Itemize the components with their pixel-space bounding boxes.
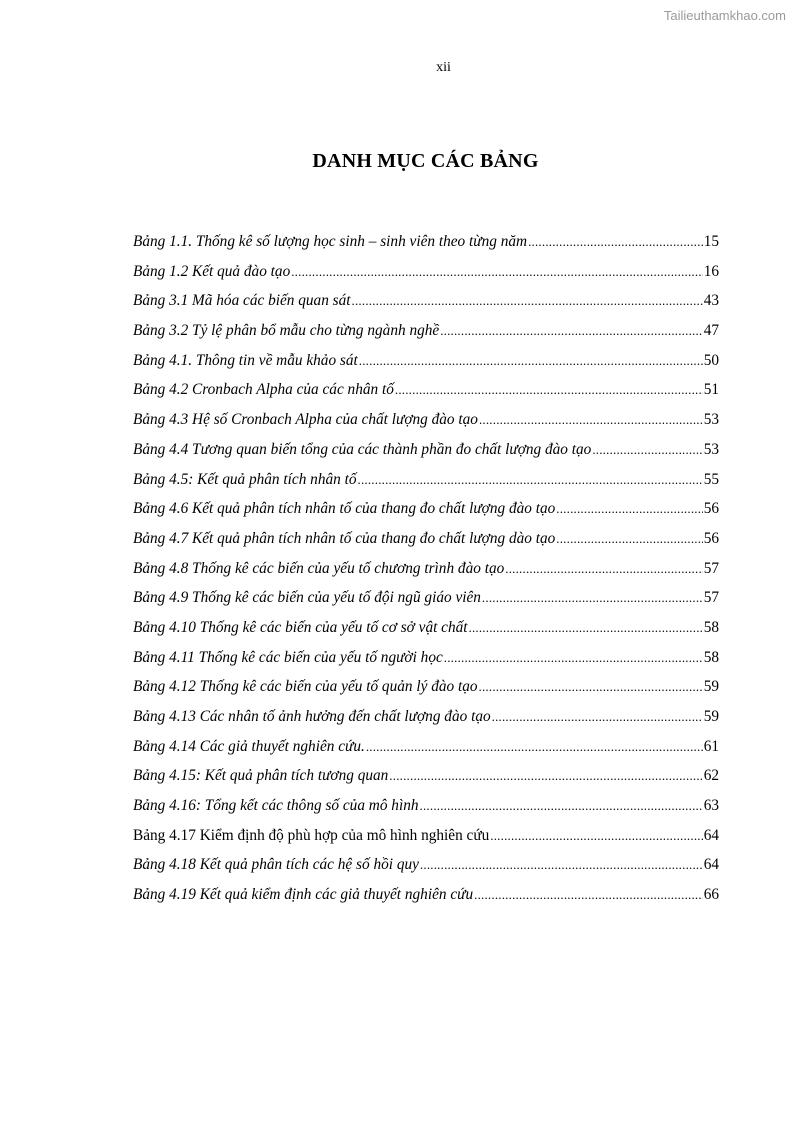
- toc-entry[interactable]: [133, 352, 719, 382]
- toc-entry-label: Bảng 4.16: Tổng kết các thông số của mô hình: [133, 797, 419, 815]
- toc-entry[interactable]: [133, 263, 719, 293]
- toc-dot-leader: [528, 234, 703, 250]
- toc-entry-page-number: 61: [703, 737, 719, 755]
- toc-dot-leader: [479, 412, 703, 428]
- toc-entry[interactable]: [133, 589, 719, 619]
- toc-entry-page-number: 53: [703, 440, 719, 458]
- toc-entry-label: Bảng 4.11 Thống kê các biến của yếu tố người học: [133, 648, 443, 666]
- toc-dot-leader: [420, 857, 703, 873]
- toc-entry-page-number: 50: [703, 351, 719, 369]
- toc-entry[interactable]: [133, 767, 719, 797]
- toc-entry[interactable]: [133, 738, 719, 768]
- toc-entry[interactable]: [133, 411, 719, 441]
- toc-entry-page-number: 59: [703, 678, 719, 696]
- toc-entry-page-number: 55: [703, 470, 719, 488]
- toc-dot-leader: [505, 561, 702, 577]
- toc-entry-page-number: 57: [703, 589, 719, 607]
- toc-dot-leader: [490, 828, 702, 844]
- toc-entry[interactable]: [133, 441, 719, 471]
- toc-entry[interactable]: [133, 708, 719, 738]
- toc-entry-label: Bảng 4.7 Kết quả phân tích nhân tố của thang đo chất lượng dào tạo: [133, 529, 556, 547]
- toc-entry-page-number: 51: [703, 381, 719, 399]
- toc-entry-label: Bảng 4.1. Thông tin về mẫu khảo sát: [133, 351, 358, 369]
- toc-dot-leader: [358, 472, 703, 488]
- toc-dot-leader: [479, 679, 703, 695]
- toc-dot-leader: [389, 768, 702, 784]
- toc-dot-leader: [474, 887, 703, 903]
- toc-entry-page-number: 47: [703, 322, 719, 340]
- toc-entry-page-number: 63: [703, 797, 719, 815]
- toc-entry-label: Bảng 4.18 Kết quả phân tích các hệ số hồi quy: [133, 856, 419, 874]
- toc-dot-leader: [592, 442, 702, 458]
- toc-dot-leader: [291, 264, 702, 280]
- toc-entry[interactable]: [133, 471, 719, 501]
- toc-entry-label: Bảng 4.12 Thống kê các biến của yếu tố quản lý đào tạo: [133, 678, 478, 696]
- toc-entry-label: Bảng 4.19 Kết quả kiểm định các giả thuyết nghiên cứu: [133, 886, 474, 904]
- table-of-contents-list: [133, 233, 719, 916]
- toc-dot-leader: [440, 323, 703, 339]
- toc-entry[interactable]: [133, 292, 719, 322]
- toc-entry-label: Bảng 4.8 Thống kê các biến của yếu tố chương trình đào tạo: [133, 559, 505, 577]
- toc-entry-label: Bảng 3.2 Tỷ lệ phân bổ mẫu cho từng ngành nghề: [133, 322, 440, 340]
- toc-entry[interactable]: [133, 678, 719, 708]
- toc-entry-page-number: 56: [703, 500, 719, 518]
- toc-dot-leader: [556, 501, 702, 517]
- toc-dot-leader: [352, 293, 703, 309]
- toc-entry-page-number: 16: [703, 262, 719, 280]
- toc-entry-label: Bảng 4.4 Tương quan biến tổng của các thành phần đo chất lượng đào tạo: [133, 440, 592, 458]
- toc-entry-label: Bảng 4.2 Cronbach Alpha của các nhân tố: [133, 381, 394, 399]
- toc-dot-leader: [366, 739, 703, 755]
- toc-dot-leader: [420, 798, 703, 814]
- toc-entry-page-number: 64: [703, 856, 719, 874]
- page-title: DANH MỤC CÁC BẢNG: [312, 150, 539, 172]
- toc-entry-page-number: 62: [703, 767, 719, 785]
- toc-entry[interactable]: [133, 560, 719, 590]
- toc-entry[interactable]: [133, 530, 719, 560]
- toc-entry-label: Bảng 4.15: Kết quả phân tích tương quan: [133, 767, 389, 785]
- toc-dot-leader: [492, 709, 703, 725]
- toc-entry-page-number: 56: [703, 529, 719, 547]
- toc-entry[interactable]: [133, 649, 719, 679]
- page-number: xii: [436, 60, 451, 75]
- toc-entry-page-number: 57: [703, 559, 719, 577]
- toc-entry-label: Bảng 4.6 Kết quả phân tích nhân tố của thang đo chất lượng đào tạo: [133, 500, 556, 518]
- toc-entry-label: Bảng 4.13 Các nhân tố ảnh hưởng đến chất lượng đào tạo: [133, 708, 491, 725]
- toc-entry-label: Bảng 4.3 Hệ số Cronbach Alpha của chất lượng đào tạo: [133, 411, 478, 429]
- toc-entry-label: Bảng 4.14 Các giả thuyết nghiên cứu.: [133, 737, 365, 755]
- toc-entry[interactable]: [133, 322, 719, 352]
- toc-entry-page-number: 58: [703, 618, 719, 636]
- toc-entry[interactable]: [133, 886, 719, 916]
- toc-entry-label: Bảng 4.9 Thống kê các biến của yếu tố đội ngũ giáo viên: [133, 589, 481, 607]
- toc-entry-page-number: 15: [703, 233, 719, 250]
- toc-entry[interactable]: [133, 233, 719, 263]
- toc-entry-page-number: 59: [703, 708, 719, 725]
- toc-dot-leader: [482, 590, 703, 606]
- toc-dot-leader: [444, 650, 703, 666]
- toc-dot-leader: [395, 382, 703, 398]
- toc-entry[interactable]: [133, 381, 719, 411]
- toc-entry-label: Bảng 1.1. Thống kê số lượng học sinh – sinh viên theo từng năm: [133, 233, 528, 250]
- toc-entry-label: Bảng 3.1 Mã hóa các biến quan sát: [133, 292, 351, 310]
- toc-entry-page-number: 64: [703, 826, 719, 844]
- toc-entry[interactable]: [133, 856, 719, 886]
- toc-entry-label: Bảng 4.5: Kết quả phân tích nhân tố: [133, 470, 357, 488]
- toc-entry[interactable]: [133, 619, 719, 649]
- toc-entry[interactable]: [133, 827, 719, 857]
- toc-dot-leader: [469, 620, 703, 636]
- watermark-text: Tailieuthamkhao.com: [663, 8, 786, 23]
- toc-entry-page-number: 53: [703, 411, 719, 429]
- toc-entry[interactable]: [133, 500, 719, 530]
- toc-entry-label: Bảng 4.17 Kiểm định độ phù hợp của mô hình nghiên cứu: [133, 826, 490, 844]
- toc-entry[interactable]: [133, 797, 719, 827]
- toc-entry-page-number: 66: [703, 886, 719, 904]
- toc-entry-label: Bảng 4.10 Thống kê các biến của yếu tố cơ sở vật chất: [133, 618, 468, 636]
- toc-dot-leader: [556, 531, 702, 547]
- toc-entry-page-number: 43: [703, 292, 719, 310]
- toc-dot-leader: [359, 353, 703, 369]
- toc-entry-page-number: 58: [703, 648, 719, 666]
- toc-entry-label: Bảng 1.2 Kết quả đào tạo: [133, 262, 291, 280]
